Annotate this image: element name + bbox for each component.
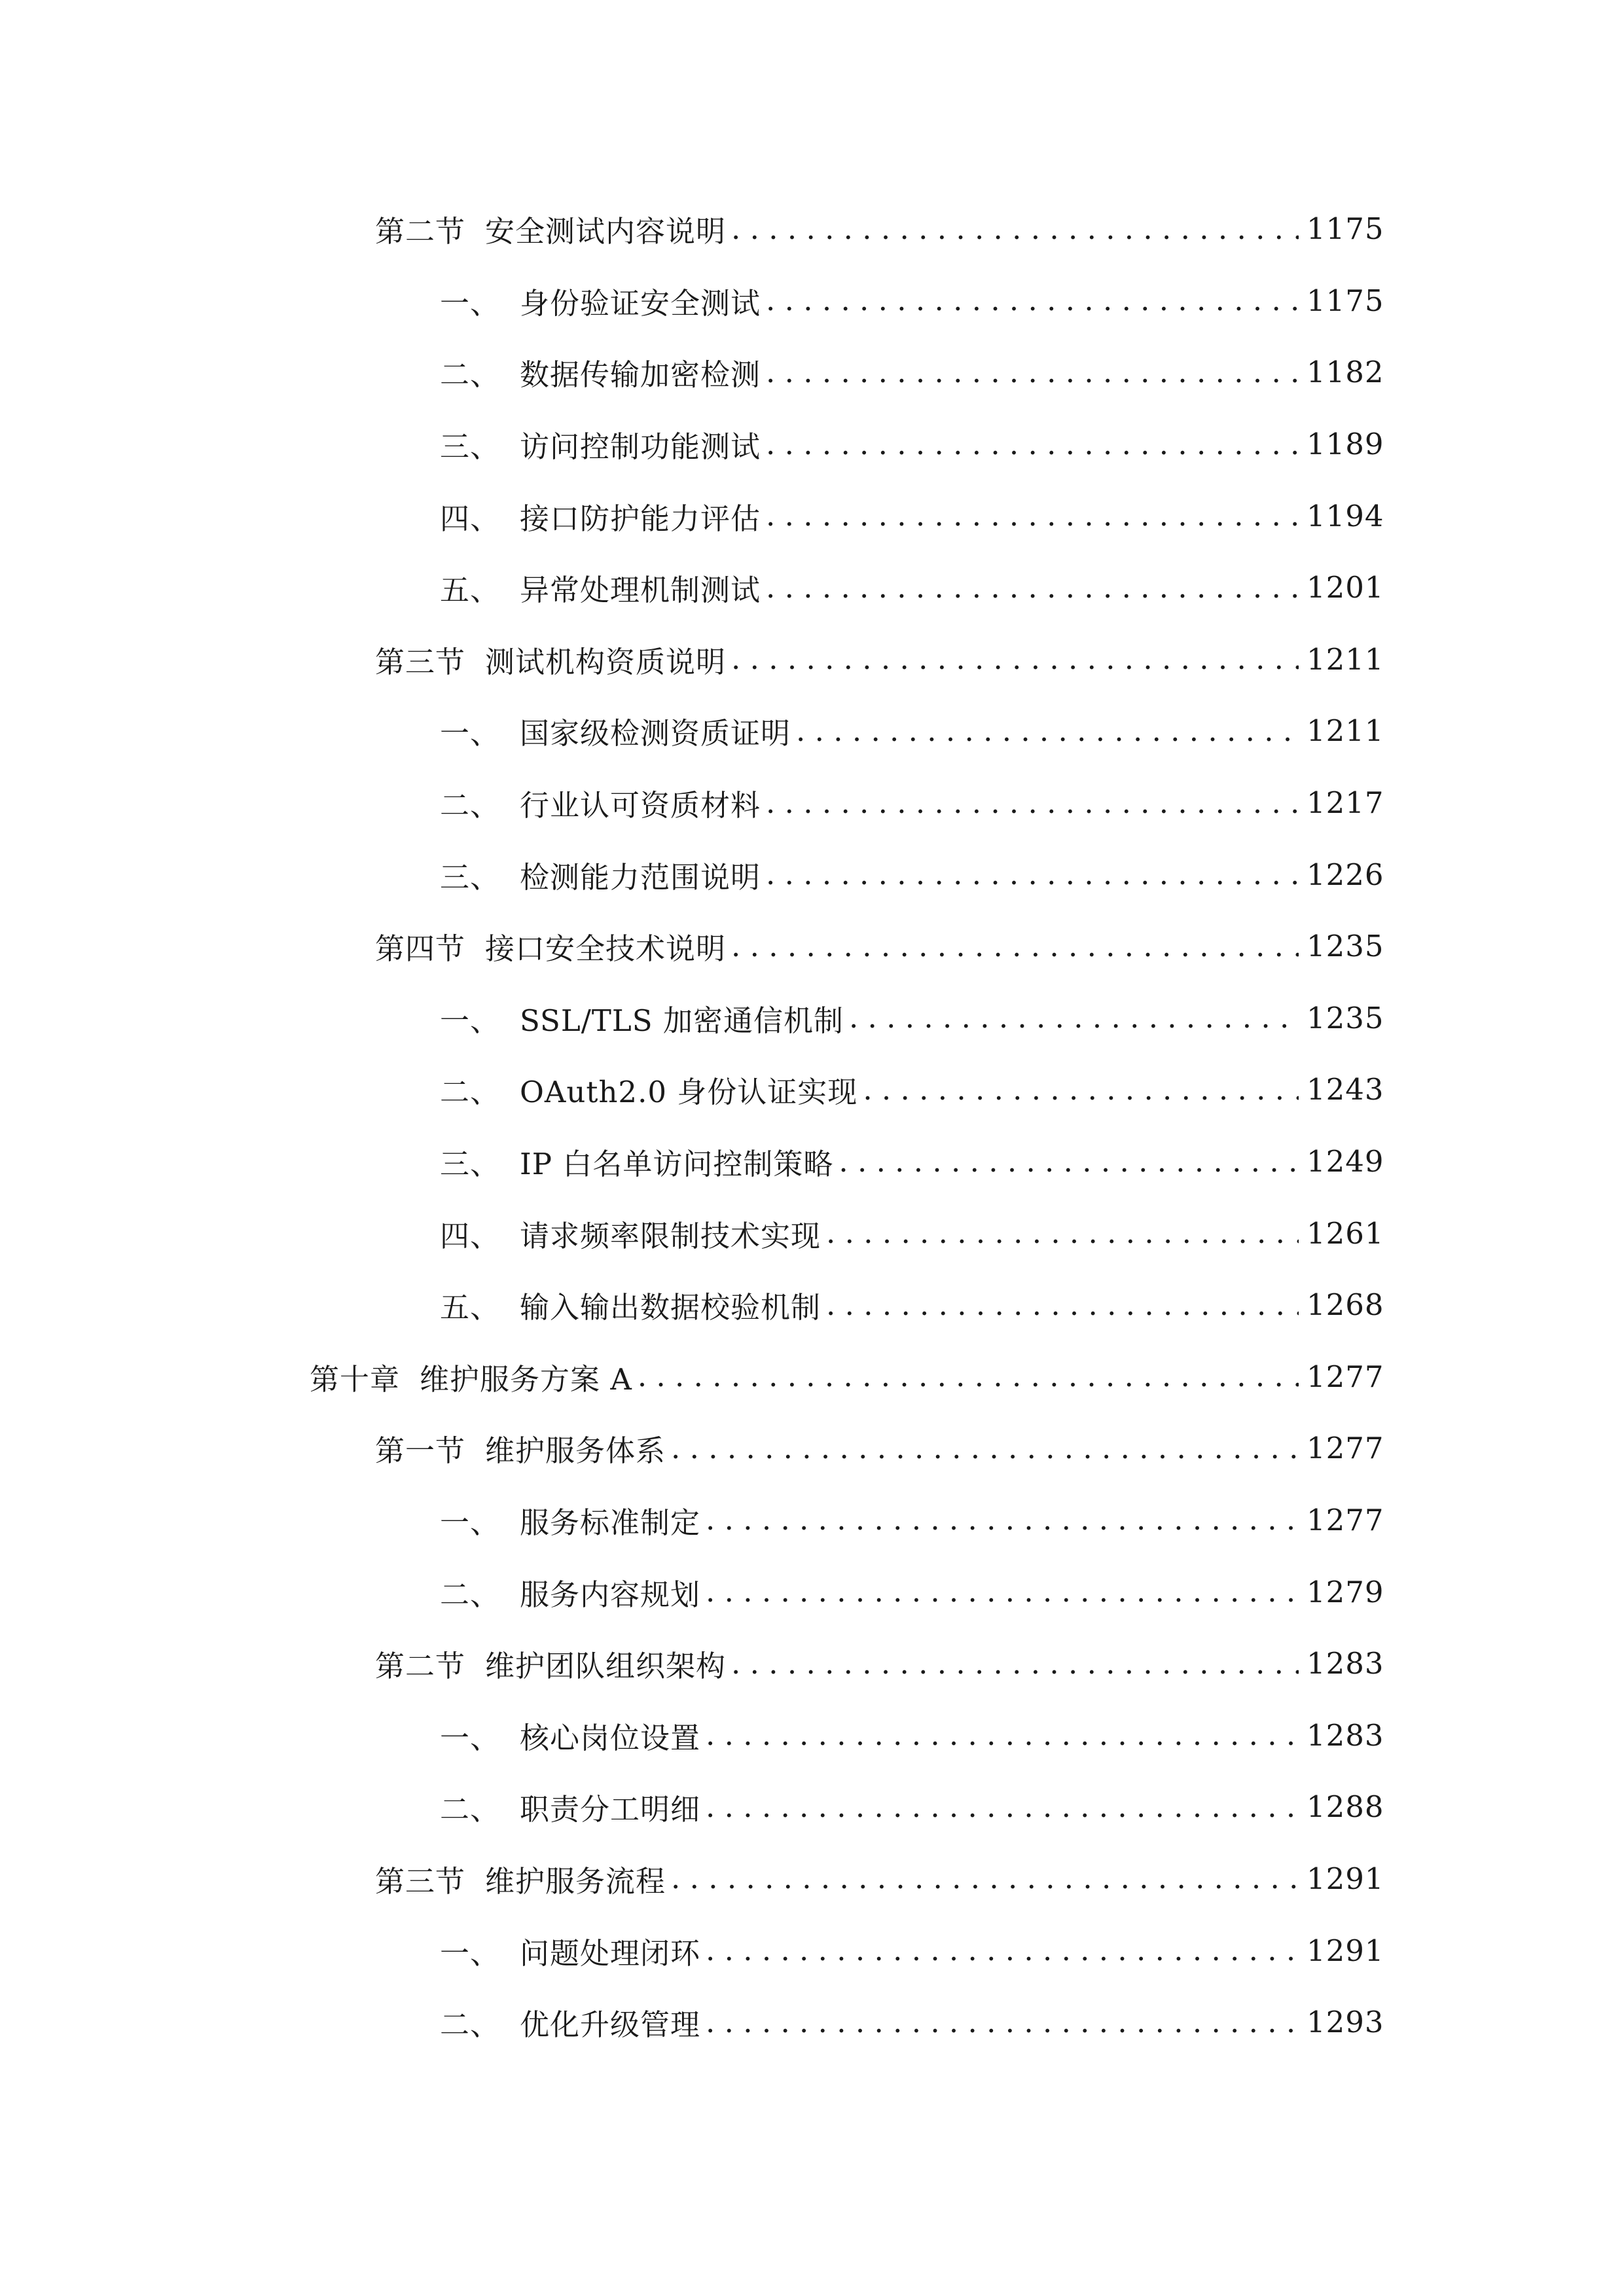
toc-entry[interactable] — [0, 1699, 1624, 1771]
toc-entry-page: 1291 — [1307, 1933, 1384, 1968]
toc-entry[interactable] — [0, 408, 1624, 480]
toc-entry[interactable] — [0, 552, 1624, 624]
toc-dot-leader — [731, 930, 1299, 963]
toc-dot-leader — [766, 858, 1299, 891]
toc-entry-page: 1243 — [1307, 1072, 1384, 1107]
table-of-contents — [0, 193, 1624, 2058]
toc-dot-leader — [839, 1145, 1299, 1178]
toc-entry-page: 1194 — [1307, 498, 1384, 533]
toc-entry-number: 第二节 — [375, 1649, 466, 1684]
toc-entry[interactable] — [0, 480, 1624, 552]
toc-entry[interactable] — [0, 624, 1624, 696]
toc-entry-title: SSL/TLS 加密通信机制 — [520, 1003, 844, 1038]
toc-entry[interactable] — [0, 193, 1624, 265]
toc-entry[interactable] — [0, 336, 1624, 408]
toc-entry-page: 1261 — [1307, 1215, 1384, 1251]
toc-entry-page: 1277 — [1307, 1431, 1384, 1466]
toc-entry-title: 数据传输加密检测 — [520, 357, 761, 393]
toc-dot-leader — [706, 2006, 1299, 2039]
toc-entry-title: 输入输出数据校验机制 — [520, 1290, 821, 1325]
toc-entry-title: 维护服务方案 A — [420, 1361, 632, 1397]
toc-entry[interactable] — [0, 1914, 1624, 1986]
toc-entry-page: 1249 — [1307, 1144, 1384, 1179]
toc-entry-page: 1283 — [1307, 1717, 1384, 1753]
toc-dot-leader — [826, 1217, 1299, 1249]
toc-entry-title: 异常处理机制测试 — [520, 573, 761, 608]
toc-entry[interactable] — [0, 1556, 1624, 1628]
toc-entry-title: 测试机构资质说明 — [485, 644, 727, 679]
toc-entry-page: 1226 — [1307, 857, 1384, 892]
toc-entry[interactable] — [0, 767, 1624, 839]
toc-entry[interactable] — [0, 1269, 1624, 1341]
toc-entry-number: 一、 — [440, 1003, 501, 1038]
toc-entry-number: 第二节 — [375, 214, 466, 249]
toc-entry-title: 问题处理闭环 — [520, 1935, 701, 1971]
toc-dot-leader — [766, 284, 1299, 317]
toc-entry-number: 一、 — [440, 716, 501, 751]
toc-entry[interactable] — [0, 1771, 1624, 1843]
toc-dot-leader — [706, 1934, 1299, 1967]
toc-entry-title: 服务内容规划 — [520, 1577, 701, 1612]
toc-entry-page: 1293 — [1307, 2005, 1384, 2040]
toc-entry-page: 1268 — [1307, 1287, 1384, 1323]
toc-entry[interactable] — [0, 910, 1624, 982]
toc-dot-leader — [826, 1289, 1299, 1321]
toc-entry-number: 一、 — [440, 285, 501, 321]
toc-entry[interactable] — [0, 1126, 1624, 1198]
toc-entry-title: 行业认可资质材料 — [520, 788, 761, 823]
toc-entry-number: 二、 — [440, 1792, 501, 1827]
toc-entry-number: 二、 — [440, 1577, 501, 1612]
toc-entry[interactable] — [0, 1628, 1624, 1700]
toc-entry-title: 维护服务体系 — [485, 1433, 666, 1469]
toc-entry[interactable] — [0, 1197, 1624, 1269]
toc-entry-page: 1235 — [1307, 1000, 1384, 1035]
toc-entry[interactable] — [0, 982, 1624, 1054]
toc-entry-number: 五、 — [440, 1290, 501, 1325]
toc-entry-title: OAuth2.0 身份认证实现 — [520, 1075, 858, 1110]
toc-entry-number: 三、 — [440, 429, 501, 465]
toc-entry-page: 1201 — [1307, 570, 1384, 605]
toc-entry-page: 1189 — [1307, 427, 1384, 462]
toc-entry-title: 安全测试内容说明 — [485, 214, 727, 249]
toc-entry-number: 一、 — [440, 1505, 501, 1540]
toc-entry-title: 访问控制功能测试 — [520, 429, 761, 465]
toc-entry-number: 一、 — [440, 1720, 501, 1755]
toc-entry-page: 1175 — [1307, 211, 1384, 247]
toc-dot-leader — [731, 213, 1299, 245]
toc-entry-number: 一、 — [440, 1935, 501, 1971]
toc-entry-title: 维护服务流程 — [485, 1863, 666, 1899]
toc-dot-leader — [671, 1862, 1299, 1895]
toc-dot-leader — [731, 1647, 1299, 1680]
toc-dot-leader — [766, 499, 1299, 532]
toc-entry[interactable] — [0, 695, 1624, 767]
toc-entry-number: 第四节 — [375, 931, 466, 967]
toc-dot-leader — [766, 356, 1299, 389]
toc-entry-title: 职责分工明细 — [520, 1792, 701, 1827]
toc-entry-page: 1277 — [1307, 1502, 1384, 1537]
toc-dot-leader — [796, 715, 1299, 747]
toc-dot-leader — [766, 787, 1299, 819]
toc-entry-title: 接口防护能力评估 — [520, 501, 761, 536]
toc-entry-number: 三、 — [440, 1147, 501, 1182]
toc-entry[interactable] — [0, 1341, 1624, 1413]
toc-dot-leader — [706, 1791, 1299, 1823]
toc-entry[interactable] — [0, 265, 1624, 337]
toc-entry-number: 二、 — [440, 788, 501, 823]
toc-entry-page: 1279 — [1307, 1574, 1384, 1609]
toc-entry-number: 第十章 — [310, 1361, 401, 1397]
toc-entry-page: 1211 — [1307, 713, 1384, 749]
toc-entry-title: 检测能力范围说明 — [520, 859, 761, 895]
toc-entry[interactable] — [0, 838, 1624, 910]
toc-entry-title: 优化升级管理 — [520, 2007, 701, 2043]
toc-dot-leader — [706, 1575, 1299, 1608]
toc-entry[interactable] — [0, 1843, 1624, 1915]
toc-entry-number: 二、 — [440, 2007, 501, 2043]
toc-entry-title: 维护团队组织架构 — [485, 1649, 727, 1684]
toc-entry-page: 1235 — [1307, 929, 1384, 964]
toc-entry-number: 第一节 — [375, 1433, 466, 1469]
toc-entry-page: 1288 — [1307, 1789, 1384, 1825]
toc-dot-leader — [706, 1503, 1299, 1536]
toc-entry-number: 第三节 — [375, 1863, 466, 1899]
toc-entry-title: 服务标准制定 — [520, 1505, 701, 1540]
toc-dot-leader — [671, 1432, 1299, 1465]
toc-entry[interactable] — [0, 1986, 1624, 2058]
toc-dot-leader — [766, 428, 1299, 461]
toc-entry-title: 国家级检测资质证明 — [520, 716, 791, 751]
toc-entry-number: 四、 — [440, 1218, 501, 1253]
toc-entry-page: 1283 — [1307, 1646, 1384, 1681]
toc-dot-leader — [863, 1073, 1299, 1106]
toc-entry[interactable] — [0, 1412, 1624, 1484]
toc-entry-page: 1291 — [1307, 1861, 1384, 1896]
toc-entry-number: 四、 — [440, 501, 501, 536]
toc-dot-leader — [731, 643, 1299, 675]
toc-entry-title: 身份验证安全测试 — [520, 285, 761, 321]
toc-entry-number: 第三节 — [375, 644, 466, 679]
toc-dot-leader — [638, 1360, 1299, 1393]
toc-dot-leader — [766, 571, 1299, 604]
toc-entry-title: 核心岗位设置 — [520, 1720, 701, 1755]
toc-entry-number: 二、 — [440, 1075, 501, 1110]
toc-dot-leader — [706, 1719, 1299, 1751]
toc-entry-page: 1175 — [1307, 283, 1384, 318]
toc-entry-title: 请求频率限制技术实现 — [520, 1218, 821, 1253]
toc-entry[interactable] — [0, 1484, 1624, 1556]
toc-entry-title: IP 白名单访问控制策略 — [520, 1147, 834, 1182]
toc-entry-number: 二、 — [440, 357, 501, 393]
toc-entry-page: 1217 — [1307, 785, 1384, 821]
toc-entry-number: 三、 — [440, 859, 501, 895]
toc-entry-page: 1277 — [1307, 1359, 1384, 1394]
toc-entry-page: 1211 — [1307, 641, 1384, 677]
toc-entry-title: 接口安全技术说明 — [485, 931, 727, 967]
toc-dot-leader — [849, 1001, 1299, 1034]
toc-entry-page: 1182 — [1307, 355, 1384, 390]
toc-entry[interactable] — [0, 1054, 1624, 1126]
toc-entry-number: 五、 — [440, 573, 501, 608]
